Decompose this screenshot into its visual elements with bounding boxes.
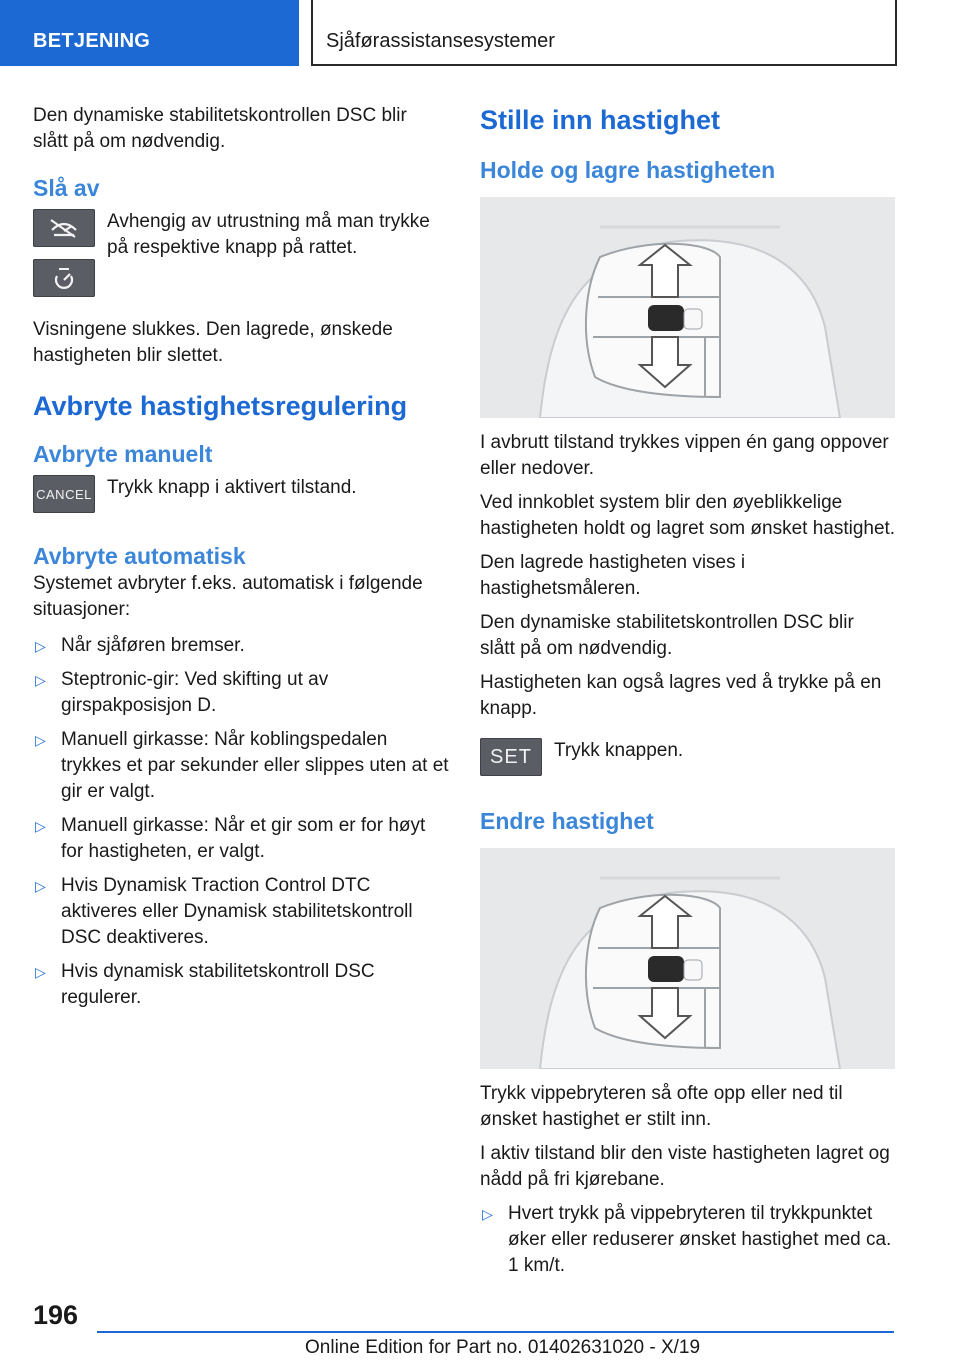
set-button-icon: SET (480, 738, 542, 776)
chapter-title: Sjåførassistansesystemer (326, 30, 555, 52)
manual-instruction-text: Trykk knapp i aktivert tilstand. (107, 477, 357, 498)
triangle-bullet-icon: ▷ (482, 1206, 493, 1222)
triangle-bullet-icon: ▷ (35, 878, 46, 894)
triangle-bullet-icon: ▷ (35, 964, 46, 980)
section-tab (0, 0, 299, 66)
manual-heading: Avbryte manuelt (33, 441, 213, 467)
triangle-bullet-icon: ▷ (35, 818, 46, 834)
paragraph: Den lagrede hastigheten vises i hastighetsmåleren. (480, 552, 746, 599)
steering-wheel-switch-photo (480, 848, 895, 1069)
list-item: ▷ Manuell girkasse: Når et gir som er for høyt for hastigheten, er valgt. (35, 815, 426, 862)
set-instruction-text: Trykk knappen. (554, 740, 684, 761)
cancel-button-icon: CANCEL (33, 475, 95, 513)
right-column (480, 103, 896, 1287)
paragraph: I aktiv tilstand blir den viste hastigheten lagret og nådd på fri kjørebane. (480, 1143, 890, 1190)
manual-instruction (33, 475, 449, 513)
triangle-bullet-icon: ▷ (35, 672, 46, 688)
list-item: ▷ Steptronic-gir: Ved skifting ut av girspakposisjon D. (35, 669, 329, 716)
off-result-paragraph: Visningene slukkes. Den lagrede, ønskede hastigheten blir slettet. (33, 319, 393, 366)
chapter-tab (311, 0, 897, 66)
cruise-control-off-icon (33, 209, 95, 247)
change-speed-heading: Endre hastighet (480, 808, 654, 834)
left-column (33, 103, 449, 1019)
set-instruction (480, 738, 896, 776)
footer-divider (97, 1331, 894, 1333)
hold-speed-heading: Holde og lagre hastigheten (480, 157, 776, 183)
off-heading: Slå av (33, 175, 100, 201)
auto-heading: Avbryte automatisk (33, 543, 246, 569)
list-item: ▷ Hvis Dynamisk Traction Control DTC aktiveres eller Dynamisk stabilitetskontroll DSC deaktiveres. (35, 875, 413, 948)
paragraph: Den dynamiske stabilitetskontrollen DSC blir slått på om nødvendig. (480, 612, 854, 659)
paragraph: Trykk vippebryteren så ofte opp eller ned til ønsket hastighet er stilt inn. (480, 1083, 843, 1130)
steering-wheel-switch-photo (480, 197, 895, 418)
list-item: ▷ Når sjåføren bremser. (33, 633, 449, 659)
triangle-bullet-icon: ▷ (35, 638, 46, 654)
list-item: ▷ Hvis dynamisk stabilitetskontroll DSC regulerer. (35, 961, 375, 1008)
auto-paragraph: Systemet avbryter f.eks. automatisk i følgende situasjoner: (33, 573, 423, 620)
off-instruction-text: Avhengig av utrustning må man trykke på respektive knapp på rattet. (107, 211, 430, 258)
off-instruction (33, 209, 449, 297)
section-title: BETJENING (33, 30, 151, 52)
paragraph: I avbrutt tilstand trykkes vippen én gang oppover eller nedover. (480, 432, 889, 479)
paragraph: Ved innkoblet system blir den øyeblikkelige hastigheten holdt og lagret som ønsket hastighet. (480, 492, 896, 539)
abort-heading: Avbryte hastighetsregulering (33, 391, 408, 421)
page-number: 196 (33, 1300, 79, 1330)
auto-conditions-list (33, 633, 449, 1011)
paragraph: Hastigheten kan også lagres ved å trykke på en knapp. (480, 672, 882, 719)
edition-note: Online Edition for Part no. 01402631020 - X/19 (305, 1337, 701, 1358)
triangle-bullet-icon: ▷ (35, 732, 46, 748)
list-item: ▷ Hvert trykk på vippebryteren til trykkpunktet øker eller reduserer ønsket hastighet med ca. 1 km/t. (482, 1203, 892, 1276)
speed-limiter-icon (33, 259, 95, 297)
list-item: ▷ Manuell girkasse: Når koblingspedalen trykkes et par sekunder eller slippes uten at et gir er valgt. (35, 729, 449, 802)
set-speed-heading: Stille inn hastighet (480, 105, 721, 135)
change-speed-list (480, 1201, 896, 1279)
intro-paragraph: Den dynamiske stabilitetskontrollen DSC blir slått på om nødvendig. (33, 105, 407, 152)
